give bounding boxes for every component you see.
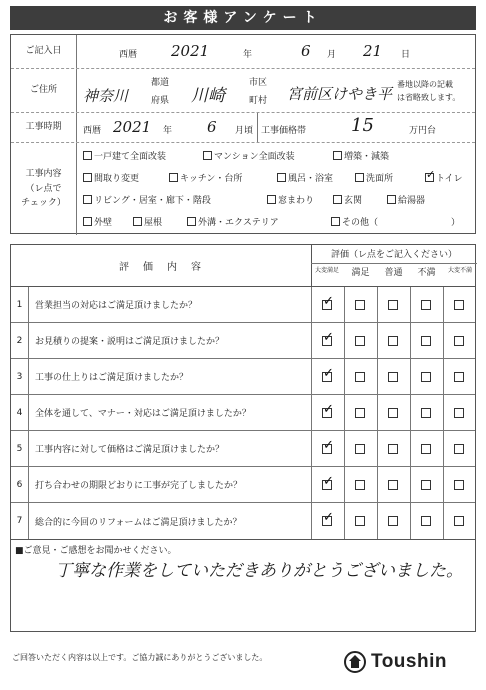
question-text: 全体を通して、マナー・対応はご満足頂けましたか？ [35, 409, 251, 419]
option-living-room[interactable]: リビング・居室・廊下・階段 [83, 193, 211, 206]
column-divider [311, 359, 312, 394]
question-number: 6 [11, 467, 29, 502]
address-area[interactable]: 宮前区けやき平 [287, 85, 393, 103]
construction-era: 西暦 [83, 126, 102, 136]
column-divider [311, 431, 312, 466]
checkbox[interactable] [83, 173, 92, 182]
checkbox[interactable] [133, 217, 142, 226]
question-number: 2 [11, 323, 29, 358]
evaluation-content-header: 評 価 内 容 [119, 262, 203, 273]
question-number: 3 [11, 359, 29, 394]
address-city[interactable]: 川崎 [191, 86, 225, 106]
construction-row [11, 113, 475, 143]
rating-checkbox[interactable] [421, 408, 431, 418]
column-divider [377, 503, 378, 539]
price-unit: 万円台 [409, 126, 437, 136]
column-divider [410, 323, 411, 358]
rating-checkbox[interactable] [388, 372, 398, 382]
question-text: 営業担当の対応はご満足頂けましたか？ [35, 301, 198, 311]
rating-checkbox[interactable] [421, 444, 431, 454]
rating-dissatisfied: 不満 [417, 268, 436, 278]
comments-box [10, 540, 476, 632]
option-kitchen[interactable]: キッチン・台所 [169, 171, 242, 184]
option-extension[interactable]: 増築・減築 [333, 149, 389, 162]
question-text: 工事の仕上りはご満足頂けましたか？ [35, 373, 189, 383]
column-divider [311, 503, 312, 539]
column-divider [377, 431, 378, 466]
footer-note: ご回答いただく内容は以上です。ご協力誠にありがとうございました。 [12, 653, 268, 662]
rating-very-dissatisfied: 大変不満 [447, 267, 472, 274]
checkbox[interactable] [387, 195, 396, 204]
content-label-line-3: チェック） [21, 198, 66, 209]
column-divider [377, 323, 378, 358]
rating-checkbox[interactable] [388, 336, 398, 346]
option-detached-renovation[interactable]: 一戸建て全面改装 [83, 149, 166, 162]
column-divider [311, 287, 312, 322]
rating-checkbox[interactable] [454, 444, 464, 454]
content-label [11, 143, 77, 235]
rating-checkbox[interactable] [454, 336, 464, 346]
option-other[interactable]: その他（ [331, 215, 378, 228]
question-text: 工事内容に対して価格はご満足頂けましたか？ [35, 445, 225, 455]
rating-checkbox[interactable] [355, 372, 365, 382]
question-row [11, 359, 475, 395]
pref-option-todo: 都道 [151, 78, 170, 88]
question-row [11, 431, 475, 467]
column-divider [311, 467, 312, 502]
column-divider [344, 467, 345, 502]
comments-text[interactable]: 丁寧な作業をしていただきありがとうございました。 [55, 561, 463, 581]
brand-logo [344, 648, 447, 676]
customer-info-table [10, 34, 476, 234]
rating-checkbox[interactable] [388, 408, 398, 418]
checkbox[interactable] [333, 195, 342, 204]
column-divider [410, 431, 411, 466]
rating-checkbox[interactable] [454, 372, 464, 382]
rating-checkbox[interactable] [355, 300, 365, 310]
question-row [11, 287, 475, 323]
column-divider [410, 395, 411, 430]
question-row [11, 395, 475, 431]
survey-title: お客様アンケート [10, 6, 476, 30]
rating-header: 評価（レ点をご記入ください） [330, 250, 457, 260]
option-entrance[interactable]: 玄関 [333, 193, 362, 206]
column-divider [443, 287, 444, 322]
question-row [11, 503, 475, 539]
date-day-unit: 日 [401, 50, 411, 60]
column-divider [311, 395, 312, 430]
column-divider [443, 323, 444, 358]
column-divider [443, 359, 444, 394]
construction-label: 工事時期 [11, 113, 77, 142]
rating-checkbox[interactable] [355, 516, 365, 526]
checkbox[interactable] [187, 217, 196, 226]
column-divider [443, 503, 444, 539]
content-label-line-1: 工事内容 [25, 169, 62, 180]
rating-checkbox[interactable] [454, 480, 464, 490]
rating-checkbox[interactable] [355, 480, 365, 490]
checkbox[interactable] [83, 151, 92, 160]
checkbox[interactable] [355, 173, 364, 182]
column-divider [410, 503, 411, 539]
content-row [11, 143, 475, 235]
rating-checkbox[interactable] [355, 444, 365, 454]
date-month-unit: 月 [327, 50, 337, 60]
column-divider [377, 395, 378, 430]
checkbox[interactable] [83, 217, 92, 226]
question-number: 7 [11, 503, 29, 539]
column-divider [377, 467, 378, 502]
rating-checkbox-checked[interactable] [322, 444, 332, 454]
checkbox[interactable] [331, 217, 340, 226]
option-other-close: ） [451, 218, 461, 228]
option-water-heater[interactable]: 給湯器 [387, 193, 425, 206]
rating-very-satisfied: 大変満足 [314, 267, 339, 274]
questions [11, 287, 475, 539]
rating-checkbox[interactable] [388, 516, 398, 526]
option-layout-change[interactable]: 間取り変更 [83, 171, 139, 184]
question-text: 総合的に今回のリフォームはご満足頂けましたか？ [35, 517, 242, 528]
comments-label: ■ご意見・ご感想をお聞かせください。 [15, 546, 177, 556]
checkbox[interactable] [203, 151, 212, 160]
city-option-shiku[interactable]: 市区 [249, 78, 268, 88]
date-year[interactable]: 2021 [171, 42, 210, 60]
evaluation-header [11, 245, 475, 287]
rating-satisfied: 満足 [351, 268, 370, 278]
rating-checkbox[interactable] [421, 300, 431, 310]
construction-month-unit: 月頃 [235, 126, 254, 136]
column-divider [377, 287, 378, 322]
address-row [11, 69, 475, 113]
column-divider [311, 323, 312, 358]
column-divider [377, 359, 378, 394]
option-roof[interactable]: 屋根 [133, 215, 162, 228]
price-value[interactable]: 15 [351, 115, 374, 136]
question-number: 4 [11, 395, 29, 430]
option-exterior[interactable]: 外溝・エクステリア [187, 215, 279, 228]
checkbox-checked[interactable] [425, 173, 434, 182]
price-divider [257, 113, 258, 142]
rating-checkbox[interactable] [421, 516, 431, 526]
construction-year-unit: 年 [163, 126, 173, 136]
rating-checkbox-checked[interactable] [322, 372, 332, 382]
construction-year[interactable]: 2021 [113, 118, 152, 136]
checkbox[interactable] [333, 151, 342, 160]
checkbox[interactable] [277, 173, 286, 182]
address-prefecture[interactable]: 神奈川 [83, 87, 129, 105]
rating-checkbox-checked[interactable] [322, 408, 332, 418]
question-text: お見積りの提案・説明はご満足頂けましたか？ [35, 337, 225, 347]
checkbox[interactable] [169, 173, 178, 182]
house-icon [344, 651, 366, 673]
date-label: ご記入日 [11, 35, 77, 68]
content-label-line-2: （レ点で [25, 183, 62, 194]
rating-checkbox-checked[interactable] [322, 516, 332, 526]
option-bathroom[interactable]: 風呂・浴室 [277, 171, 333, 184]
rating-checkbox[interactable] [355, 408, 365, 418]
rating-checkbox[interactable] [355, 336, 365, 346]
rating-checkbox[interactable] [421, 336, 431, 346]
option-exterior-wall[interactable]: 外壁 [83, 215, 112, 228]
column-divider [443, 395, 444, 430]
date-era: 西暦 [119, 50, 138, 60]
rating-checkbox[interactable] [388, 444, 398, 454]
date-day[interactable]: 21 [363, 42, 383, 60]
rating-checkbox[interactable] [454, 516, 464, 526]
option-windows[interactable]: 窓まわり [267, 193, 314, 206]
column-divider [344, 287, 345, 322]
date-year-unit: 年 [243, 50, 253, 60]
date-row [11, 35, 475, 69]
column-divider [410, 467, 411, 502]
column-divider [410, 359, 411, 394]
construction-month[interactable]: 6 [207, 118, 217, 136]
address-note-1: 番地以降の記載 [397, 80, 453, 89]
brand-name: Toushin [371, 651, 447, 672]
evaluation-table [10, 244, 476, 540]
column-divider [344, 395, 345, 430]
column-divider [443, 467, 444, 502]
rating-checkbox[interactable] [421, 480, 431, 490]
rating-header-line [311, 263, 477, 264]
column-divider [344, 359, 345, 394]
option-toilet[interactable]: ✓ トイレ [425, 171, 463, 184]
question-row [11, 323, 475, 359]
column-divider [344, 431, 345, 466]
column-divider [443, 431, 444, 466]
date-month[interactable]: 6 [301, 42, 311, 60]
column-divider [410, 287, 411, 322]
pref-option-fuken[interactable]: 府県 [151, 96, 170, 106]
question-number: 1 [11, 287, 29, 322]
city-option-choson: 町村 [249, 96, 268, 106]
rating-checkbox[interactable] [454, 300, 464, 310]
question-row [11, 467, 475, 503]
rating-checkbox-checked[interactable] [322, 336, 332, 346]
rating-checkbox[interactable] [421, 372, 431, 382]
column-divider [344, 503, 345, 539]
rating-checkbox[interactable] [454, 408, 464, 418]
rating-normal: 普通 [384, 268, 403, 278]
price-label: 工事価格帯 [261, 126, 307, 136]
rating-checkbox-checked[interactable] [322, 480, 332, 490]
rating-checkbox[interactable] [388, 300, 398, 310]
question-number: 5 [11, 431, 29, 466]
checkbox[interactable] [83, 195, 92, 204]
column-divider [344, 323, 345, 358]
checkbox[interactable] [267, 195, 276, 204]
option-washroom[interactable]: 洗面所 [355, 171, 393, 184]
rating-checkbox-checked[interactable] [322, 300, 332, 310]
rating-checkbox[interactable] [388, 480, 398, 490]
option-mansion-renovation[interactable]: マンション全面改装 [203, 149, 295, 162]
question-text: 打ち合わせの期限どおりに工事が完了しましたか？ [35, 481, 243, 491]
address-label: ご住所 [11, 69, 77, 112]
address-note-2: は省略致します。 [397, 93, 461, 102]
